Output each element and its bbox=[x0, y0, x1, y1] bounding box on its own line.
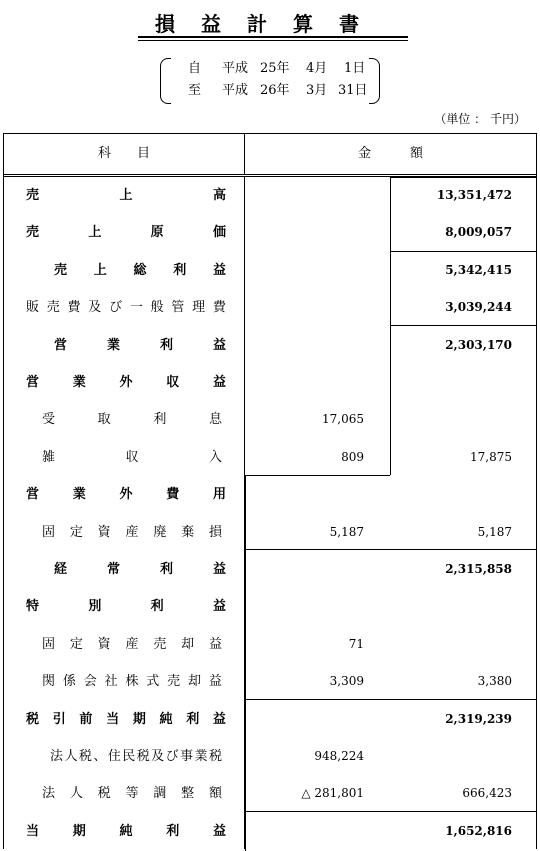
table-row bbox=[4, 813, 536, 850]
row-amount-total: 5,342,415 bbox=[445, 262, 512, 277]
row-label: 固 定 資 産 売 却 益 bbox=[42, 636, 222, 652]
table-row bbox=[4, 439, 536, 476]
right-bracket bbox=[369, 58, 380, 104]
table-row bbox=[4, 626, 536, 663]
row-amount-total: 5,187 bbox=[477, 524, 512, 539]
table-row bbox=[4, 327, 536, 364]
row-amount-total: 13,351,472 bbox=[436, 188, 512, 202]
row-label: 法 人 税 等 調 整 額 bbox=[42, 786, 222, 802]
table-row bbox=[4, 177, 536, 214]
period-to-year: 26年 bbox=[260, 83, 290, 98]
title-underline-thin bbox=[138, 40, 408, 41]
period-from-month: 4月 bbox=[306, 61, 328, 76]
row-label: 税 引 前 当 期 純 利 益 bbox=[26, 711, 226, 727]
document-title: 損益計算書 bbox=[155, 12, 385, 36]
row-label: 営 業 利 益 bbox=[54, 337, 226, 353]
row-label: 経 常 利 益 bbox=[54, 562, 226, 577]
period-to-month: 3月 bbox=[306, 83, 328, 98]
row-amount-total: 2,315,858 bbox=[445, 562, 512, 576]
header-item: 科 目 bbox=[97, 146, 150, 161]
table-row bbox=[4, 214, 536, 251]
row-amount-detail: 71 bbox=[348, 636, 364, 651]
row-amount-total: 17,875 bbox=[470, 449, 512, 464]
table-row bbox=[4, 289, 536, 326]
row-label: 雑 収 入 bbox=[42, 449, 222, 465]
row-amount-total: 2,303,170 bbox=[445, 337, 512, 352]
row-amount-total: 666,423 bbox=[462, 786, 512, 801]
row-amount-total: 8,009,057 bbox=[445, 225, 512, 240]
table-row bbox=[4, 252, 536, 289]
row-label: 当 期 純 利 益 bbox=[26, 823, 226, 839]
period-block bbox=[160, 58, 380, 104]
row-amount-detail: 17,065 bbox=[322, 412, 364, 427]
row-label: 固 定 資 産 廃 棄 損 bbox=[42, 524, 222, 540]
row-label: 売 上 高 bbox=[26, 188, 226, 203]
income-statement-table bbox=[3, 133, 537, 849]
period-from-prefix: 自 bbox=[188, 61, 202, 76]
table-row bbox=[4, 364, 536, 401]
row-label: 関 係 会 社 株 式 売 却 益 bbox=[42, 674, 222, 690]
period-from-era: 平成 bbox=[222, 61, 249, 76]
table-row bbox=[4, 738, 536, 775]
row-amount-total: 2,319,239 bbox=[445, 711, 512, 726]
row-amount-detail: 809 bbox=[341, 449, 364, 464]
period-to-day: 31日 bbox=[338, 83, 368, 98]
table-row bbox=[4, 476, 536, 513]
row-label: 特 別 利 益 bbox=[26, 599, 226, 615]
table-row bbox=[4, 775, 536, 812]
period-to-era: 平成 bbox=[222, 83, 249, 98]
row-amount-total: 3,380 bbox=[477, 674, 512, 689]
row-label: 売 上 総 利 益 bbox=[54, 262, 226, 278]
table-header bbox=[4, 134, 536, 177]
table-row bbox=[4, 701, 536, 738]
row-label: 営 業 外 収 益 bbox=[26, 375, 226, 390]
table-row bbox=[4, 588, 536, 625]
period-to bbox=[188, 81, 368, 101]
left-bracket bbox=[160, 58, 171, 104]
table-row bbox=[4, 551, 536, 588]
period-from-day: 1日 bbox=[344, 61, 366, 76]
row-label: 販 売 費 及 び 一 般 管 理 費 bbox=[26, 300, 226, 316]
unit-label: （単位 ： 千円） bbox=[434, 112, 526, 126]
row-amount-detail: 948,224 bbox=[314, 749, 364, 763]
header-amount: 金 額 bbox=[357, 146, 423, 161]
row-label: 売 上 原 価 bbox=[26, 225, 226, 241]
period-from-year: 25年 bbox=[260, 61, 290, 76]
row-amount-total: 1,652,816 bbox=[445, 823, 512, 838]
table-row bbox=[4, 514, 536, 551]
row-amount-total: 3,039,244 bbox=[445, 300, 512, 315]
row-label: 営 業 外 費 用 bbox=[26, 487, 226, 503]
period-from bbox=[188, 59, 366, 79]
title-underline bbox=[138, 36, 408, 38]
row-amount-detail: △ 281,801 bbox=[301, 786, 364, 801]
row-label: 受 取 利 息 bbox=[42, 412, 222, 428]
row-amount-detail: 3,309 bbox=[329, 674, 364, 689]
row-amount-detail: 5,187 bbox=[329, 524, 364, 539]
period-to-prefix: 至 bbox=[188, 83, 202, 98]
table-row bbox=[4, 401, 536, 438]
row-label: 法 人 税 、 住 民 税 及 び 事 業 税 bbox=[50, 749, 222, 764]
table-row bbox=[4, 663, 536, 700]
